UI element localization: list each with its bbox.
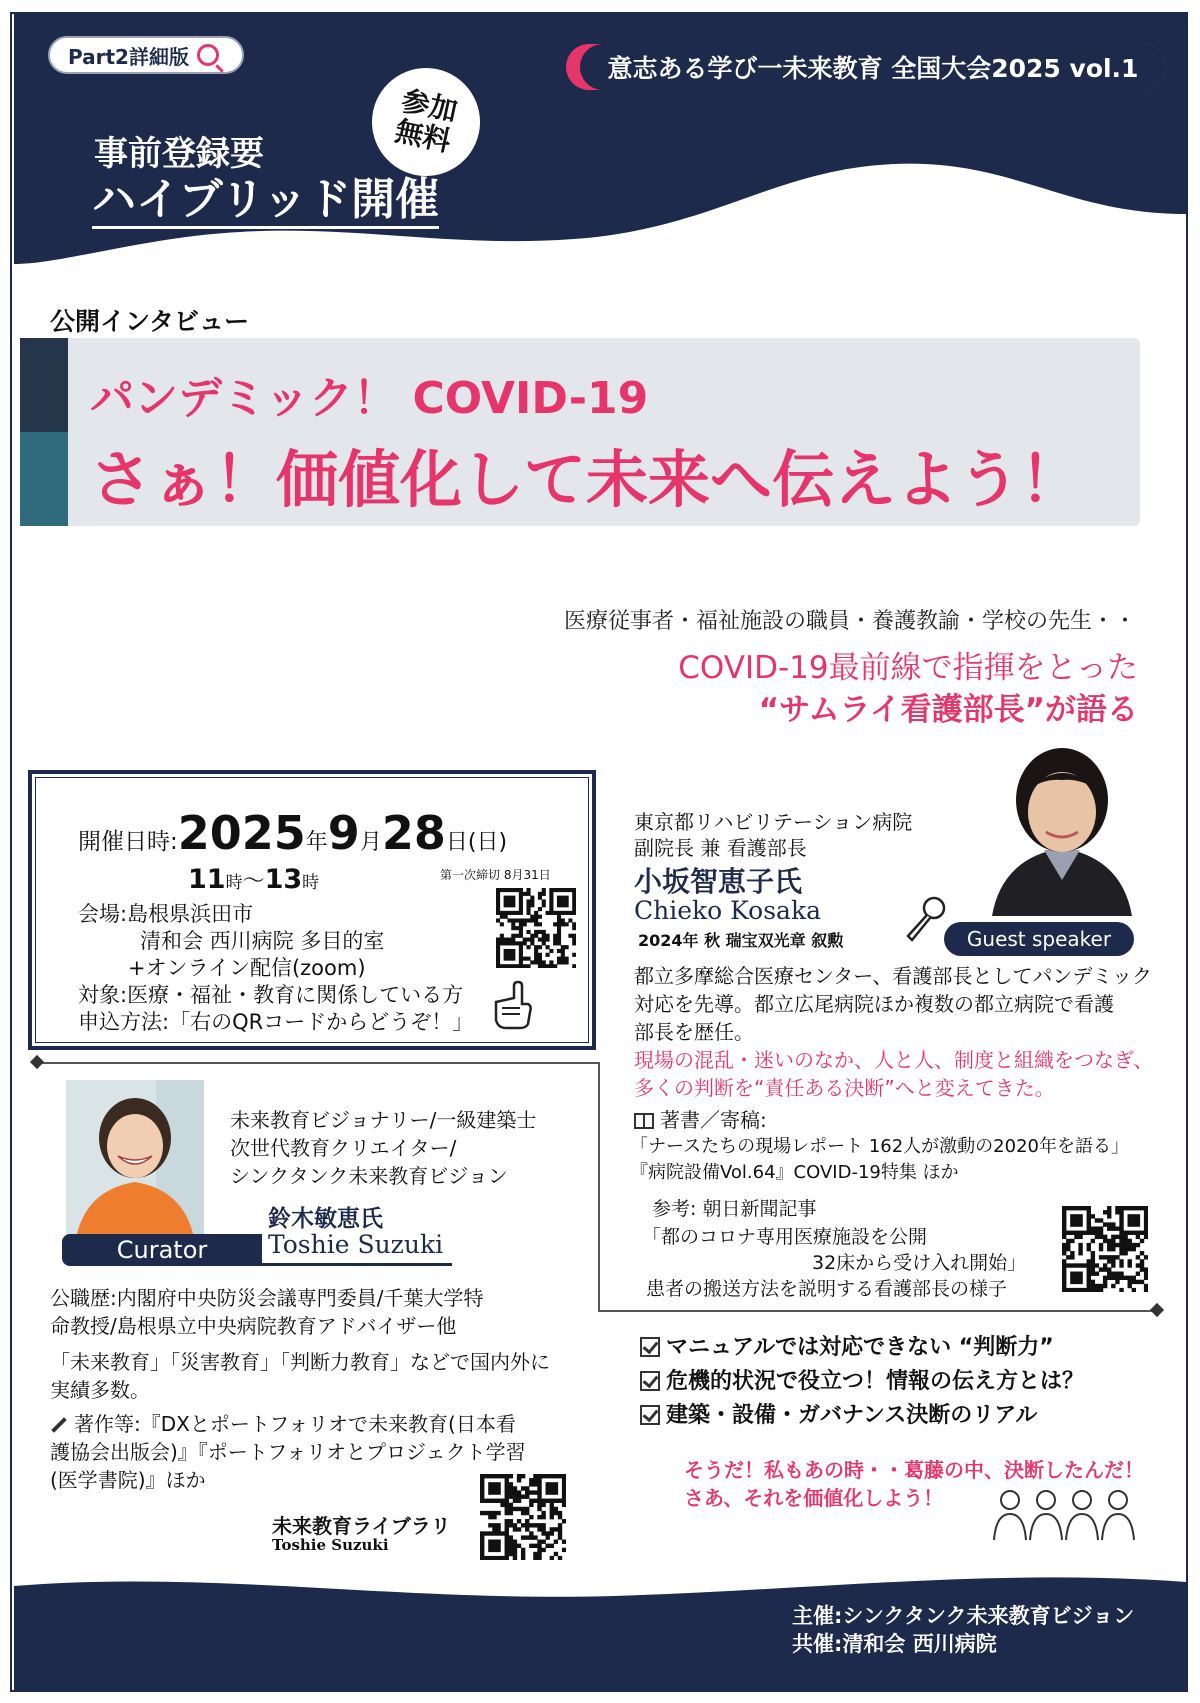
audience-line: 医療従事者・福祉施設の職員・養護教諭・学校の先生・・ <box>563 609 1136 634</box>
free-badge-line1: 参加 <box>398 84 461 129</box>
curator-works-line1 <box>50 1408 516 1437</box>
guest-bio-line2: 対応を先導。都立広尾病院ほか複数の都立病院で看護 <box>634 992 1114 1016</box>
checkbox-icon <box>640 1405 660 1425</box>
format-text: ハイブリッド開催 <box>92 176 439 229</box>
curator-career-line1: 公職歴:内閣府中央防災会議専門委員/千葉大学特 <box>50 1286 484 1310</box>
interview-label: 公開インタビュー <box>50 307 250 336</box>
curator-name-en: Toshie Suzuki <box>268 1230 444 1259</box>
registration-text: 事前登録要 <box>94 134 264 174</box>
reference-line1: 「都のコロナ専用医療施設を公開 <box>642 1226 928 1248</box>
time-end: 13 <box>264 864 303 895</box>
title-panel <box>20 338 1140 526</box>
curator-role2: 次世代教育クリエイター/ <box>230 1136 457 1160</box>
part-badge <box>48 36 244 74</box>
event-time <box>188 864 319 895</box>
people-group-icon <box>990 1486 1140 1544</box>
point-1 <box>640 1330 1054 1361</box>
date-label: 開催日時: <box>78 829 178 855</box>
event-date <box>78 806 507 860</box>
date-year-unit: 年 <box>305 830 328 855</box>
checkbox-icon <box>640 1337 660 1357</box>
divider-dot-left <box>30 1055 44 1069</box>
point-3-text: 建築・設備・ガバナンス決断のリアル <box>666 1403 1038 1428</box>
event-banner <box>566 44 1166 90</box>
library-qr-code[interactable] <box>480 1474 566 1560</box>
library-name: Toshie Suzuki <box>272 1536 389 1554</box>
curator-works-text1: 著作等:『DXとポートフォリオで未来教育(日本看 <box>74 1412 516 1436</box>
point-2-text: 危機的状況で役立つ！情報の伝え方とは？ <box>666 1369 1085 1394</box>
point-2 <box>640 1364 1084 1395</box>
part-badge-text: Part2詳細版 <box>68 44 189 69</box>
guest-position: 副院長 兼 看護部長 <box>634 836 807 860</box>
tagline-2: “サムライ看護部長”が語る <box>758 692 1138 728</box>
reference-label: 参考: 朝日新聞記事 <box>652 1198 817 1220</box>
venue-line2: 清和会 西川病院 多目的室 <box>140 929 385 953</box>
curator-career-line2: 命教授/島根県立中央病院教育アドバイザー他 <box>50 1314 457 1338</box>
event-banner-text: 意志ある学び一未来教育 全国大会2025 vol.1 <box>607 54 1139 83</box>
time-start-unit: 時 <box>225 873 243 893</box>
time-end-unit: 時 <box>302 873 320 893</box>
title-line1: パンデミック！ COVID-19 <box>90 373 649 424</box>
venue-line1: 会場:島根県浜田市 <box>78 902 254 926</box>
books-heading <box>634 1104 767 1133</box>
time-start: 11 <box>188 864 226 895</box>
guest-highlight-line2: 多くの判断を“責任ある決断”へと変えてきた。 <box>634 1076 1055 1100</box>
closing-line2: さあ、それを価値化しよう！ <box>684 1486 944 1510</box>
book-icon <box>634 1113 654 1129</box>
date-day-unit: 日 <box>445 830 468 855</box>
divider-vertical <box>598 1062 600 1310</box>
deadline-text: 第一次締切 8月31日 <box>440 868 551 882</box>
guest-bio-line1: 都立多摩総合医療センター、看護部長としてパンデミック <box>634 964 1152 988</box>
guest-bio-line3: 部長を歴任。 <box>634 1020 754 1044</box>
apply-text: 申込方法:「右のQRコードからどうぞ！」 <box>78 1010 474 1034</box>
guest-org: 東京都リハビリテーション病院 <box>634 810 913 834</box>
guest-name-jp: 小坂智恵子氏 <box>634 865 803 898</box>
curator-badge-text: Curator <box>116 1236 208 1264</box>
title-accent-teal <box>20 432 68 526</box>
divider-horizontal <box>38 1062 598 1064</box>
pointing-hand-icon <box>490 980 536 1030</box>
reference-line3: 患者の搬送方法を説明する看護部長の様子 <box>646 1278 1008 1300</box>
footer-banner <box>14 1574 1186 1690</box>
organizer-text: 主催:シンクタンク未来教育ビジョン <box>792 1604 1135 1628</box>
point-1-text: マニュアルでは対応できない “判断力” <box>666 1335 1054 1360</box>
registration-qr-code[interactable] <box>496 888 576 968</box>
curator-role1: 未来教育ビジョナリー/一級建築士 <box>230 1108 537 1132</box>
library-label: 未来教育ライブラリ <box>272 1514 451 1538</box>
curator-edu-line2: 実績多数。 <box>50 1378 150 1402</box>
guest-highlight-line1: 現場の混乱・迷いのなか、人と人、制度と組織をつなぎ、 <box>634 1048 1154 1072</box>
co-organizer-text: 共催:清和会 西川病院 <box>792 1632 997 1656</box>
title-line2: さぁ！価値化して未来へ伝えよう！ <box>90 443 1083 516</box>
date-month: 9 <box>327 806 360 860</box>
article-qr-code[interactable] <box>1062 1206 1148 1292</box>
curator-works-line3: (医学書院)』ほか <box>50 1468 206 1492</box>
divider-dot-right <box>1150 1303 1164 1317</box>
free-badge-line2: 無料 <box>392 114 454 159</box>
curator-role3: シンクタンク未来教育ビジョン <box>230 1164 508 1188</box>
point-3 <box>640 1398 1037 1429</box>
guest-speaker-badge <box>944 922 1134 956</box>
curator-badge <box>62 1234 262 1266</box>
title-accent-dark <box>20 338 68 432</box>
curator-name-jp: 鈴木敏恵氏 <box>268 1206 383 1232</box>
date-year: 2025 <box>177 806 306 860</box>
tagline-1: COVID-19最前線で指揮をとった <box>678 650 1138 686</box>
closing-line1: そうだ！私もあの時・・葛藤の中、決断したんだ！ <box>684 1458 1144 1482</box>
guest-speaker-badge-text: Guest speaker <box>966 927 1112 951</box>
books-label: 著書／寄稿: <box>660 1108 767 1132</box>
magnifier-icon <box>197 44 219 66</box>
curator-badge-underline <box>262 1263 452 1266</box>
guest-award: 2024年 秋 瑞宝双光章 叙勲 <box>638 931 844 950</box>
date-day: 28 <box>381 806 446 860</box>
reference-line2: 32床から受け入れ開始」 <box>812 1252 1027 1274</box>
book-1: 「ナースたちの現場レポート 162人が激動の2020年を語る」 <box>630 1136 1129 1157</box>
curator-works-line2: 護協会出版会)』『ポートフォリオとプロジェクト学習 <box>50 1440 526 1464</box>
guest-name-en: Chieko Kosaka <box>634 896 822 925</box>
venue-line3: +オンライン配信(zoom) <box>128 956 366 980</box>
curator-photo <box>66 1080 204 1238</box>
guest-photo <box>962 730 1162 916</box>
microphone-icon <box>900 894 948 942</box>
divider-bottom <box>598 1310 1158 1312</box>
date-weekday: (日) <box>467 830 508 855</box>
date-month-unit: 月 <box>359 830 382 855</box>
checkbox-icon <box>640 1371 660 1391</box>
pen-icon <box>51 1417 67 1433</box>
curator-edu-line1: 「未来教育」「災害教育」「判断力教育」などで国内外に <box>50 1350 550 1374</box>
book-2: 『病院設備Vol.64』COVID-19特集 ほか <box>630 1162 959 1183</box>
target-text: 対象:医療・福祉・教育に関係している方 <box>78 983 464 1007</box>
time-tilde: 〜 <box>242 869 265 894</box>
